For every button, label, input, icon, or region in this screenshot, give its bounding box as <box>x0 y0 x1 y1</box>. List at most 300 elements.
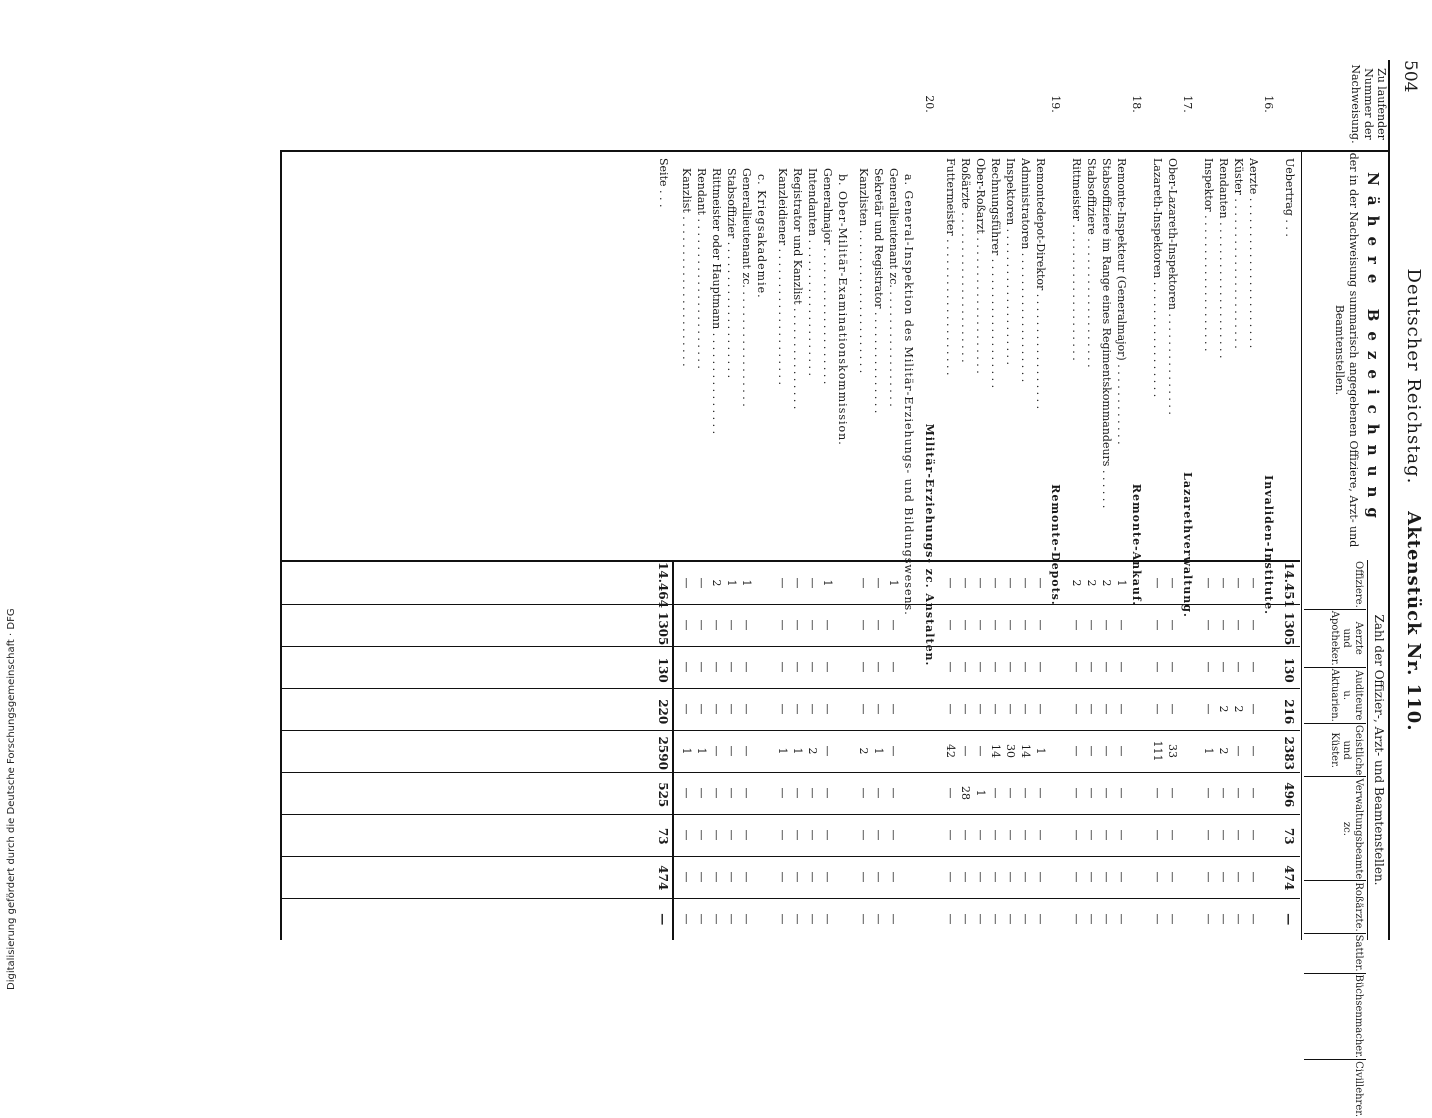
cell-value: — <box>1247 619 1260 631</box>
table-row <box>724 150 738 940</box>
cell-value: — <box>1217 661 1230 673</box>
cell-value: — <box>806 913 819 925</box>
cell-value: 2 <box>1232 705 1245 713</box>
cell-value: — <box>1202 913 1215 925</box>
cell-value: — <box>1034 619 1047 631</box>
top-rule <box>1388 60 1390 940</box>
cell-value: — <box>1282 913 1296 926</box>
cell-value: 2 <box>1085 579 1098 587</box>
cell-value: 1305 <box>656 611 670 646</box>
cell-value: — <box>989 787 1002 799</box>
row-label: Remonte-Inspekteur (Generalmajor) . . . . . . . . . . . . <box>1115 158 1128 445</box>
cell-value: — <box>740 829 753 841</box>
table-body <box>282 95 1300 940</box>
row-label: Rendanten . . . . . . . . . . . . . . . . . . . . <box>1217 158 1230 359</box>
row-values <box>1069 562 1083 940</box>
cell-value: — <box>857 703 870 715</box>
cell-value: — <box>887 745 900 757</box>
cell-value: — <box>740 871 753 883</box>
cell-value: — <box>695 703 708 715</box>
cell-value: — <box>872 787 885 799</box>
cell-value: — <box>989 829 1002 841</box>
row-number: 18. <box>1130 95 1143 113</box>
cell-value: — <box>974 703 987 715</box>
numbers-column-head <box>1304 560 1388 1118</box>
carry-over-row <box>1282 150 1296 940</box>
table-row <box>856 150 870 940</box>
cell-value: — <box>1115 703 1128 715</box>
subsection-title: b. Ober-Militär-Examinationskommission. <box>836 174 849 446</box>
cell-value: — <box>740 703 753 715</box>
cell-value: — <box>1115 829 1128 841</box>
cell-value: — <box>791 661 804 673</box>
cell-value: — <box>974 829 987 841</box>
section-title-row <box>1048 95 1062 940</box>
cell-value: — <box>725 787 738 799</box>
cell-value: — <box>1085 829 1098 841</box>
cell-value: — <box>1217 577 1230 589</box>
subsection-title-row <box>754 150 768 940</box>
subsection-title: c. Kriegsakademie. <box>755 174 768 299</box>
numbers-head-col: Büchsenmacher. <box>1304 973 1366 1060</box>
cell-value: — <box>791 619 804 631</box>
cell-value: 2 <box>806 747 819 755</box>
cell-value: — <box>1166 829 1179 841</box>
row-label: Rechnungsführer . . . . . . . . . . . . . . . . . . . <box>989 158 1002 389</box>
cell-value: — <box>1100 619 1113 631</box>
table-row <box>694 150 708 940</box>
cell-value: — <box>1034 829 1047 841</box>
table-row <box>739 150 753 940</box>
cell-value: 474 <box>1282 865 1296 891</box>
cell-value: — <box>857 577 870 589</box>
numbers-head-rule <box>1367 560 1368 940</box>
cell-value: — <box>872 577 885 589</box>
row-label: Küster . . . . . . . . . . . . . . . . . . . . . . <box>1232 158 1245 349</box>
page-total-row <box>656 150 670 940</box>
cell-value: — <box>1166 577 1179 589</box>
cell-value: — <box>1004 619 1017 631</box>
cell-value: — <box>1166 703 1179 715</box>
table-row <box>790 150 804 940</box>
cell-value: 1 <box>1115 579 1128 587</box>
row-number: 16. <box>1262 95 1275 113</box>
cell-value: — <box>1247 829 1260 841</box>
cell-value: 2 <box>857 747 870 755</box>
cell-value: — <box>1247 913 1260 925</box>
cell-value: — <box>1115 787 1128 799</box>
cell-value: — <box>1070 661 1083 673</box>
cell-value: — <box>680 661 693 673</box>
cell-value: — <box>959 871 972 883</box>
cell-value: — <box>791 871 804 883</box>
cell-value: — <box>1166 661 1179 673</box>
cell-value: — <box>680 619 693 631</box>
cell-value: — <box>1247 745 1260 757</box>
cell-value: — <box>1070 619 1083 631</box>
cell-value: 1 <box>821 579 834 587</box>
cell-value: — <box>776 661 789 673</box>
cell-value: 111 <box>1151 740 1164 762</box>
page-header <box>1403 0 1424 1000</box>
cell-value: — <box>806 619 819 631</box>
cell-value: — <box>1085 619 1098 631</box>
cell-value: 2 <box>1100 579 1113 587</box>
cell-value: — <box>1085 745 1098 757</box>
cell-value: — <box>959 913 972 925</box>
cell-value: — <box>1004 871 1017 883</box>
cell-value: — <box>974 871 987 883</box>
cell-value: — <box>1100 829 1113 841</box>
cell-value: — <box>989 913 1002 925</box>
row-label: Kanzlist . . . . . . . . . . . . . . . . . . . . . . <box>680 168 693 367</box>
cell-value: — <box>974 913 987 925</box>
cell-value: — <box>740 661 753 673</box>
cell-value: 2590 <box>656 736 670 770</box>
cell-value: — <box>806 661 819 673</box>
cell-value: — <box>989 661 1002 673</box>
cell-value: 1 <box>872 747 885 755</box>
page-total-label: Seite . . . <box>657 158 670 208</box>
cell-value: — <box>872 913 885 925</box>
cell-value: — <box>1019 577 1032 589</box>
cell-value: — <box>1232 913 1245 925</box>
cell-value: — <box>1247 703 1260 715</box>
cell-value: — <box>944 703 957 715</box>
cell-value: 73 <box>1282 827 1296 845</box>
row-label: Kanzlisten . . . . . . . . . . . . . . . . . . . . . <box>857 168 870 374</box>
table-row <box>1069 150 1083 940</box>
table-row <box>820 150 834 940</box>
row-values <box>886 562 900 940</box>
cell-value: 474 <box>656 865 670 891</box>
cell-value: — <box>1034 787 1047 799</box>
cell-value: — <box>1100 661 1113 673</box>
cell-value: — <box>944 913 957 925</box>
cell-value: — <box>821 703 834 715</box>
numbers-head-col: Sattler. <box>1304 933 1366 973</box>
cell-value: 525 <box>656 782 670 808</box>
section-title: Militär-Erziehungs- zc. Anstalten. <box>923 423 936 667</box>
cell-value: — <box>1151 703 1164 715</box>
cell-value: 2 <box>1070 579 1083 587</box>
cell-value: — <box>1085 703 1098 715</box>
row-values <box>1033 562 1047 940</box>
row-label: Roßärzte . . . . . . . . . . . . . . . . . . . . . . <box>959 158 972 363</box>
cell-value: 1 <box>1034 747 1047 755</box>
cell-value: — <box>821 745 834 757</box>
numbers-head-columns <box>1304 560 1366 1118</box>
row-values <box>871 562 885 940</box>
cell-value: — <box>1232 745 1245 757</box>
cell-value: 1 <box>740 579 753 587</box>
cell-value: — <box>710 745 723 757</box>
cell-value: — <box>1202 703 1215 715</box>
cell-value: — <box>1034 661 1047 673</box>
cell-value: 30 <box>1004 744 1017 758</box>
cell-value: — <box>974 577 987 589</box>
row-values <box>1282 562 1296 940</box>
cell-value: — <box>857 871 870 883</box>
cell-value: 1 <box>974 789 987 797</box>
row-label: Stabsoffiziere im Range eines Regimentskommandeurs . . . . . . <box>1100 158 1113 509</box>
cell-value: — <box>695 913 708 925</box>
cell-value: — <box>680 913 693 925</box>
cell-value: — <box>944 829 957 841</box>
cell-value: — <box>725 913 738 925</box>
table-row <box>1084 150 1098 940</box>
cell-value: — <box>989 871 1002 883</box>
cell-value: — <box>1070 829 1083 841</box>
cell-value: — <box>1115 745 1128 757</box>
row-values <box>1114 562 1128 940</box>
cell-value: — <box>695 871 708 883</box>
header-doc: Aktenstück Nr. 110. <box>1403 511 1424 732</box>
row-values <box>1216 562 1230 940</box>
cell-value: 28 <box>959 786 972 800</box>
cell-value: — <box>776 829 789 841</box>
cell-value: — <box>806 829 819 841</box>
cell-value: — <box>1085 787 1098 799</box>
table-row <box>1114 150 1128 940</box>
numbers-head-col: Aerzte und Apotheker. <box>1304 609 1366 667</box>
cell-value: — <box>695 577 708 589</box>
row-label: Administratoren . . . . . . . . . . . . . . . . . . . <box>1019 158 1032 383</box>
bottom-rule <box>280 150 282 940</box>
cell-value: — <box>974 745 987 757</box>
row-values <box>724 562 738 940</box>
cell-value: — <box>1151 787 1164 799</box>
cell-value: — <box>1151 871 1164 883</box>
cell-value: 14 <box>1019 744 1032 758</box>
cell-value: — <box>887 619 900 631</box>
cell-value: — <box>974 661 987 673</box>
label-head-sub: der in der Nachweisung summarisch angegebenen Offiziere, Arzt- und Beamtenstellen. <box>1333 152 1360 548</box>
cell-value: — <box>1034 913 1047 925</box>
section-title-row <box>1261 95 1275 940</box>
numbers-head-col: Geistliche und Küster. <box>1304 723 1366 777</box>
row-label: Generalmajor . . . . . . . . . . . . . . . . . . . . <box>821 168 834 385</box>
cell-value: — <box>725 703 738 715</box>
row-values <box>1231 562 1245 940</box>
cell-value: — <box>656 913 670 926</box>
cell-value: — <box>857 619 870 631</box>
row-label: Stabsoffizier . . . . . . . . . . . . . . . . . . . . <box>725 168 738 379</box>
cell-value: — <box>1217 787 1230 799</box>
cell-value: — <box>1202 787 1215 799</box>
section-title-row <box>1180 95 1194 940</box>
cell-value: 1 <box>791 747 804 755</box>
cell-value: — <box>821 871 834 883</box>
cell-value: — <box>989 619 1002 631</box>
section-title: Remonte-Depots. <box>1049 484 1062 606</box>
cell-value: — <box>989 577 1002 589</box>
cell-value: — <box>680 829 693 841</box>
row-number: 19. <box>1049 95 1062 113</box>
numbers-head-col: Auditeure u. Aktuarien. <box>1304 667 1366 723</box>
cell-value: — <box>1151 913 1164 925</box>
cell-value: — <box>776 703 789 715</box>
cell-value: — <box>680 577 693 589</box>
cell-value: 33 <box>1166 744 1179 758</box>
cell-value: — <box>1151 829 1164 841</box>
page-number: 504 <box>1400 60 1420 93</box>
row-values <box>1150 562 1164 940</box>
row-values <box>1099 562 1113 940</box>
row-label: Rendant . . . . . . . . . . . . . . . . . . . . . . <box>695 168 708 369</box>
row-values <box>1246 562 1260 940</box>
cell-value: — <box>680 787 693 799</box>
subsection-title-row <box>901 150 915 940</box>
cell-value: — <box>1217 871 1230 883</box>
cell-value: — <box>857 913 870 925</box>
cell-value: 14.464 <box>656 562 670 608</box>
cell-value: — <box>740 913 753 925</box>
cell-value: 1 <box>1202 747 1215 755</box>
cell-value: — <box>1151 619 1164 631</box>
row-label: Inspektor . . . . . . . . . . . . . . . . . . . . <box>1202 158 1215 352</box>
cell-value: 14 <box>989 744 1002 758</box>
cell-value: — <box>944 577 957 589</box>
table-row <box>1231 150 1245 940</box>
cell-value: — <box>1004 661 1017 673</box>
row-values <box>709 562 723 940</box>
cell-value: — <box>1100 703 1113 715</box>
cell-value: — <box>710 703 723 715</box>
cell-value: — <box>695 787 708 799</box>
row-number: 20. <box>923 95 936 113</box>
cell-value: — <box>821 913 834 925</box>
row-label: Kanzleidiener . . . . . . . . . . . . . . . . . . . . <box>776 168 789 385</box>
row-values <box>1165 562 1179 940</box>
cell-value: — <box>1100 787 1113 799</box>
cell-value: — <box>1232 787 1245 799</box>
section-title: Lazarethverwaltung. <box>1181 472 1194 618</box>
cell-value: 2 <box>710 579 723 587</box>
cell-value: 216 <box>1282 699 1296 725</box>
cell-value: — <box>776 787 789 799</box>
row-label: Generallieutenant zc. . . . . . . . . . . . . . . . . . <box>740 168 753 407</box>
cell-value: — <box>872 619 885 631</box>
table-row <box>1216 150 1230 940</box>
cell-value: — <box>872 703 885 715</box>
cell-value: — <box>944 619 957 631</box>
left-column-head: Zu laufender Nummer der Nachweisung. <box>1349 64 1388 144</box>
cell-value: — <box>1247 871 1260 883</box>
cell-value: — <box>1004 703 1017 715</box>
subsection-title: a. General-Inspektion des Militär-Erziehungs- und Bildungswesens. <box>902 174 915 616</box>
cell-value: — <box>959 577 972 589</box>
row-label: Ober-Lazareth-Inspektoren . . . . . . . . . . . . . . . <box>1166 158 1179 415</box>
row-values <box>973 562 987 940</box>
cell-value: — <box>857 829 870 841</box>
cell-value: — <box>1115 871 1128 883</box>
cell-value: — <box>1019 703 1032 715</box>
cell-value: — <box>872 829 885 841</box>
cell-value: — <box>857 787 870 799</box>
table-row <box>886 150 900 940</box>
cell-value: — <box>1004 829 1017 841</box>
cell-value: — <box>1202 871 1215 883</box>
cell-value: — <box>806 871 819 883</box>
cell-value: — <box>944 661 957 673</box>
cell-value: 220 <box>656 699 670 725</box>
row-values <box>790 562 804 940</box>
row-label: Sekretär und Registrator . . . . . . . . . . . . . . . <box>872 168 885 414</box>
table-row <box>943 150 957 940</box>
header-prefix: Deutscher Reichstag. <box>1403 268 1424 485</box>
row-label: Rittmeister oder Hauptmann . . . . . . . . . . . . . . . <box>710 168 723 435</box>
cell-value: — <box>959 745 972 757</box>
cell-value: — <box>1151 661 1164 673</box>
digitization-note: Digitalisierung gefördert durch die Deutsche Forschungsgemeinschaft · DFG <box>6 608 17 990</box>
section-title: Invaliden-Institute. <box>1262 475 1275 615</box>
cell-value: — <box>680 703 693 715</box>
row-label: Stabsoffiziere . . . . . . . . . . . . . . . . . . . <box>1085 158 1098 368</box>
cell-value: — <box>1070 913 1083 925</box>
cell-value: — <box>710 619 723 631</box>
cell-value: 1 <box>887 579 900 587</box>
cell-value: — <box>1202 661 1215 673</box>
table-row <box>988 150 1002 940</box>
cell-value: 1305 <box>1282 611 1296 646</box>
row-number: 17. <box>1181 95 1194 113</box>
cell-value: — <box>944 871 957 883</box>
row-label: Aerzte . . . . . . . . . . . . . . . . . . . . . . <box>1247 158 1260 349</box>
cell-value: — <box>1034 703 1047 715</box>
cell-value: — <box>710 871 723 883</box>
cell-value: — <box>725 619 738 631</box>
row-values <box>856 562 870 940</box>
row-values <box>943 562 957 940</box>
cell-value: — <box>1232 661 1245 673</box>
row-values <box>805 562 819 940</box>
cell-value: — <box>1070 745 1083 757</box>
cell-value: — <box>959 661 972 673</box>
numbers-head-col: Verwaltungsbeamte zc. <box>1304 776 1366 880</box>
cell-value: — <box>1166 619 1179 631</box>
cell-value: — <box>1004 577 1017 589</box>
row-values <box>958 562 972 940</box>
table-row <box>1099 150 1113 940</box>
cell-value: — <box>887 913 900 925</box>
row-label: Ober-Roßarzt . . . . . . . . . . . . . . . . . . . . <box>974 158 987 374</box>
label-head-main: Nähere Bezeichnung <box>1364 172 1382 528</box>
cell-value: — <box>959 703 972 715</box>
total-rule <box>672 562 674 940</box>
cell-value: — <box>695 661 708 673</box>
cell-value: 496 <box>1282 782 1296 808</box>
cell-value: — <box>974 619 987 631</box>
cell-value: — <box>1115 619 1128 631</box>
row-values <box>988 562 1002 940</box>
row-values <box>694 562 708 940</box>
cell-value: — <box>1019 829 1032 841</box>
row-label: Generallieutenant zc. . . . . . . . . . . . . . . . . . <box>887 168 900 407</box>
cell-value: — <box>821 661 834 673</box>
cell-value: — <box>725 871 738 883</box>
numbers-head-title: Zahl der Offizier-, Arzt- und Beamtenstellen. <box>1372 614 1386 886</box>
cell-value: 2 <box>1217 705 1230 713</box>
cell-value: — <box>1217 829 1230 841</box>
table-row <box>805 150 819 940</box>
cell-value: — <box>710 829 723 841</box>
row-label: Registrator und Kanzlist . . . . . . . . . . . . . . . <box>791 168 804 410</box>
cell-value: — <box>821 787 834 799</box>
cell-value: — <box>710 661 723 673</box>
cell-value: — <box>944 787 957 799</box>
cell-value: — <box>1115 661 1128 673</box>
